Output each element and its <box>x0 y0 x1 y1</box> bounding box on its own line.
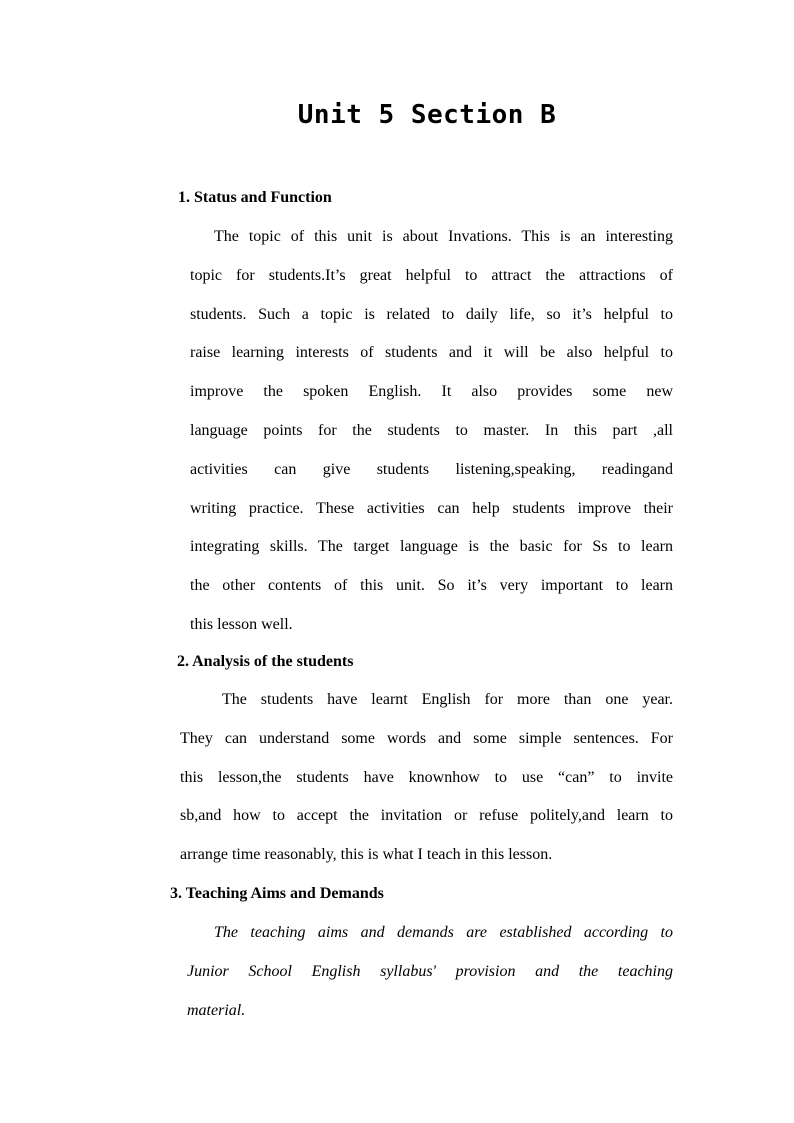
line-text: The topic of this unit is about Invations. This is an interesting <box>214 228 673 245</box>
paragraph-line: this lesson well. <box>190 615 293 633</box>
paragraph-line: activities can give students listening,speaking, readingand <box>190 460 673 478</box>
line-text: The teaching aims and demands are established according to <box>214 924 673 941</box>
section-heading-status-function: 1. Status and Function <box>178 189 332 206</box>
paragraph-line: integrating skills. The target language is the basic for Ss to learn <box>190 538 673 556</box>
section-heading-analysis-students: 2. Analysis of the students <box>177 653 354 670</box>
page-title: Unit 5 Section B <box>297 100 557 130</box>
paragraph-line <box>190 218 673 257</box>
paragraph-line: material. <box>187 1001 246 1019</box>
paragraph-line: They can understand some words and some simple sentences. For <box>180 729 673 747</box>
paragraph-line <box>180 681 673 720</box>
paragraph-line: improve the spoken English. It also provides some new <box>190 383 673 401</box>
paragraph-line: sb,and how to accept the invitation or refuse politely,and learn to <box>180 807 673 825</box>
paragraph-line: the other contents of this unit. So it’s very important to learn <box>190 577 673 595</box>
paragraph-line: topic for students.It’s great helpful to attract the attractions of <box>190 266 673 284</box>
paragraph-line: raise learning interests of students and it will be also helpful to <box>190 344 673 362</box>
paragraph-status-function <box>190 218 673 645</box>
section-heading-teaching-aims: 3. Teaching Aims and Demands <box>170 885 384 902</box>
paragraph-line: students. Such a topic is related to daily life, so it’s helpful to <box>190 305 673 323</box>
paragraph-teaching-aims <box>187 914 673 1030</box>
paragraph-analysis-students <box>180 681 673 875</box>
paragraph-line: Junior School English syllabus' provision and the teaching <box>187 962 673 980</box>
paragraph-line: writing practice. These activities can help students improve their <box>190 499 673 517</box>
paragraph-line: language points for the students to master. In this part ,all <box>190 421 673 439</box>
line-text: The students have learnt English for more than one year. <box>222 691 673 708</box>
paragraph-line: arrange time reasonably, this is what I teach in this lesson. <box>180 846 553 864</box>
paragraph-line: this lesson,the students have knownhow to use “can” to invite <box>180 768 673 786</box>
paragraph-line <box>187 914 673 953</box>
